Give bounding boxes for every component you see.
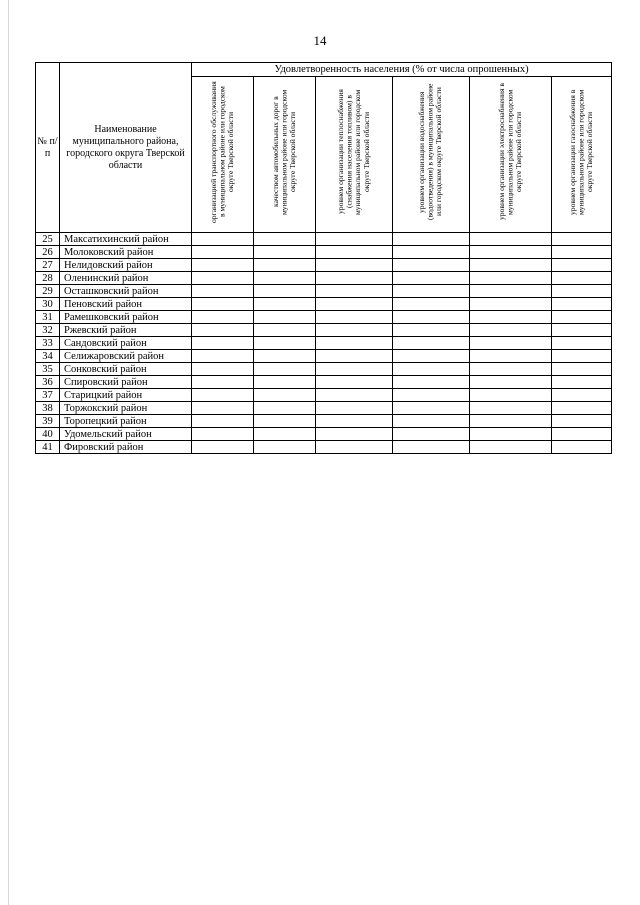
- table-row: [36, 311, 612, 324]
- value-cell: [393, 233, 470, 246]
- table-row: [36, 402, 612, 415]
- value-cell: [192, 285, 254, 298]
- district-name: Нелидовский район: [60, 259, 192, 272]
- value-cell: [316, 415, 393, 428]
- sub-header-roads: качеством автомобильных дорог в муниципальном районе или городском округе Тверской области: [254, 77, 316, 233]
- value-cell: [470, 428, 552, 441]
- district-name: Ржевский район: [60, 324, 192, 337]
- row-number: 41: [36, 441, 60, 454]
- district-name: Торопецкий район: [60, 415, 192, 428]
- value-cell: [254, 402, 316, 415]
- value-cell: [254, 363, 316, 376]
- value-cell: [552, 311, 612, 324]
- row-number: 39: [36, 415, 60, 428]
- value-cell: [393, 272, 470, 285]
- value-cell: [254, 324, 316, 337]
- value-cell: [393, 259, 470, 272]
- row-number: 36: [36, 376, 60, 389]
- row-number: 31: [36, 311, 60, 324]
- value-cell: [393, 337, 470, 350]
- value-cell: [470, 324, 552, 337]
- value-cell: [254, 233, 316, 246]
- value-cell: [552, 246, 612, 259]
- col-name-header: Наименование муниципального района, городского округа Тверской области: [60, 63, 192, 233]
- value-cell: [254, 389, 316, 402]
- value-cell: [316, 233, 393, 246]
- value-cell: [393, 350, 470, 363]
- value-cell: [393, 311, 470, 324]
- value-cell: [316, 285, 393, 298]
- value-cell: [316, 272, 393, 285]
- value-cell: [552, 363, 612, 376]
- row-number: 33: [36, 337, 60, 350]
- value-cell: [316, 311, 393, 324]
- value-cell: [393, 246, 470, 259]
- district-name: Торжокский район: [60, 402, 192, 415]
- value-cell: [393, 363, 470, 376]
- value-cell: [316, 337, 393, 350]
- scan-edge-line: [8, 0, 9, 905]
- page-number: 14: [313, 33, 327, 48]
- value-cell: [393, 376, 470, 389]
- value-cell: [552, 285, 612, 298]
- value-cell: [254, 337, 316, 350]
- value-cell: [552, 441, 612, 454]
- value-cell: [470, 402, 552, 415]
- value-cell: [470, 233, 552, 246]
- row-number: 34: [36, 350, 60, 363]
- value-cell: [552, 402, 612, 415]
- table-row: [36, 376, 612, 389]
- value-cell: [393, 441, 470, 454]
- value-cell: [254, 376, 316, 389]
- value-cell: [393, 285, 470, 298]
- value-cell: [470, 389, 552, 402]
- value-cell: [192, 389, 254, 402]
- row-number: 28: [36, 272, 60, 285]
- district-name: Сандовский район: [60, 337, 192, 350]
- value-cell: [254, 415, 316, 428]
- value-cell: [192, 415, 254, 428]
- value-cell: [316, 376, 393, 389]
- district-name: Молоковский район: [60, 246, 192, 259]
- value-cell: [393, 389, 470, 402]
- value-cell: [192, 402, 254, 415]
- value-cell: [192, 324, 254, 337]
- value-cell: [552, 324, 612, 337]
- value-cell: [552, 389, 612, 402]
- district-name: Осташковский район: [60, 285, 192, 298]
- row-number: 35: [36, 363, 60, 376]
- value-cell: [316, 389, 393, 402]
- value-cell: [254, 285, 316, 298]
- value-cell: [552, 298, 612, 311]
- district-name: Старицкий район: [60, 389, 192, 402]
- row-number: 30: [36, 298, 60, 311]
- row-number: 27: [36, 259, 60, 272]
- value-cell: [316, 259, 393, 272]
- value-cell: [192, 272, 254, 285]
- value-cell: [552, 376, 612, 389]
- table-row: [36, 363, 612, 376]
- survey-table: [35, 62, 612, 454]
- value-cell: [316, 324, 393, 337]
- value-cell: [316, 363, 393, 376]
- value-cell: [254, 428, 316, 441]
- value-cell: [470, 337, 552, 350]
- district-name: Рамешковский район: [60, 311, 192, 324]
- value-cell: [192, 311, 254, 324]
- district-name: Максатихинский район: [60, 233, 192, 246]
- value-cell: [470, 363, 552, 376]
- sub-header-heating: уровнем организации теплоснабжения (снабжения населения топливом) в муниципальном районе или городском округе Тверской области: [316, 77, 393, 233]
- row-number: 32: [36, 324, 60, 337]
- value-cell: [254, 298, 316, 311]
- table-row: [36, 350, 612, 363]
- value-cell: [393, 428, 470, 441]
- sub-header-electricity: уровнем организации электроснабжения в муниципальном районе или городском округе Тверской области: [470, 77, 552, 233]
- row-number: 26: [36, 246, 60, 259]
- value-cell: [192, 246, 254, 259]
- value-cell: [192, 350, 254, 363]
- district-name: Удомельский район: [60, 428, 192, 441]
- value-cell: [192, 298, 254, 311]
- value-cell: [552, 415, 612, 428]
- value-cell: [316, 402, 393, 415]
- table-row: [36, 324, 612, 337]
- table-row: [36, 337, 612, 350]
- table-row: [36, 233, 612, 246]
- district-name: Спировский район: [60, 376, 192, 389]
- value-cell: [192, 428, 254, 441]
- district-name: Сонковский район: [60, 363, 192, 376]
- sub-header-water: уровнем организации водоснабжения (водоотведения) в муниципальном районе или городском округе Тверской области: [393, 77, 470, 233]
- value-cell: [393, 324, 470, 337]
- value-cell: [254, 259, 316, 272]
- table-row: [36, 298, 612, 311]
- value-cell: [470, 285, 552, 298]
- sub-header-gas: уровнем организации газоснабжения в муниципальном районе или городском округе Тверской области: [552, 77, 612, 233]
- value-cell: [552, 428, 612, 441]
- value-cell: [254, 272, 316, 285]
- district-name: Селижаровский район: [60, 350, 192, 363]
- table-row: [36, 259, 612, 272]
- value-cell: [254, 350, 316, 363]
- value-cell: [192, 233, 254, 246]
- value-cell: [552, 350, 612, 363]
- col-num-header: № п/п: [36, 63, 60, 233]
- value-cell: [470, 415, 552, 428]
- row-number: 25: [36, 233, 60, 246]
- value-cell: [552, 233, 612, 246]
- district-name: Фировский район: [60, 441, 192, 454]
- table-row: [36, 415, 612, 428]
- table-row: [36, 285, 612, 298]
- value-cell: [254, 246, 316, 259]
- table-row: [36, 246, 612, 259]
- value-cell: [254, 311, 316, 324]
- value-cell: [470, 298, 552, 311]
- row-number: 29: [36, 285, 60, 298]
- value-cell: [470, 350, 552, 363]
- table-row: [36, 441, 612, 454]
- value-cell: [316, 246, 393, 259]
- value-cell: [470, 272, 552, 285]
- row-number: 37: [36, 389, 60, 402]
- value-cell: [393, 402, 470, 415]
- value-cell: [254, 441, 316, 454]
- value-cell: [192, 363, 254, 376]
- header-row-group: [36, 63, 612, 77]
- value-cell: [316, 298, 393, 311]
- value-cell: [393, 415, 470, 428]
- value-cell: [192, 259, 254, 272]
- value-cell: [470, 259, 552, 272]
- table-body: [36, 233, 612, 454]
- table-row: [36, 428, 612, 441]
- district-name: Оленинский район: [60, 272, 192, 285]
- value-cell: [192, 337, 254, 350]
- value-cell: [192, 376, 254, 389]
- value-cell: [470, 311, 552, 324]
- table-row: [36, 389, 612, 402]
- row-number: 38: [36, 402, 60, 415]
- table-row: [36, 272, 612, 285]
- value-cell: [552, 337, 612, 350]
- group-header: Удовлетворенность населения (% от числа опрошенных): [192, 63, 612, 77]
- value-cell: [393, 298, 470, 311]
- value-cell: [316, 428, 393, 441]
- value-cell: [470, 246, 552, 259]
- value-cell: [470, 376, 552, 389]
- value-cell: [470, 441, 552, 454]
- row-number: 40: [36, 428, 60, 441]
- value-cell: [316, 350, 393, 363]
- sub-header-transport: организацией транспортного обслуживания в муниципальном районе или городском округе Тверской области: [192, 77, 254, 233]
- district-name: Пеновский район: [60, 298, 192, 311]
- value-cell: [552, 272, 612, 285]
- value-cell: [192, 441, 254, 454]
- value-cell: [316, 441, 393, 454]
- value-cell: [552, 259, 612, 272]
